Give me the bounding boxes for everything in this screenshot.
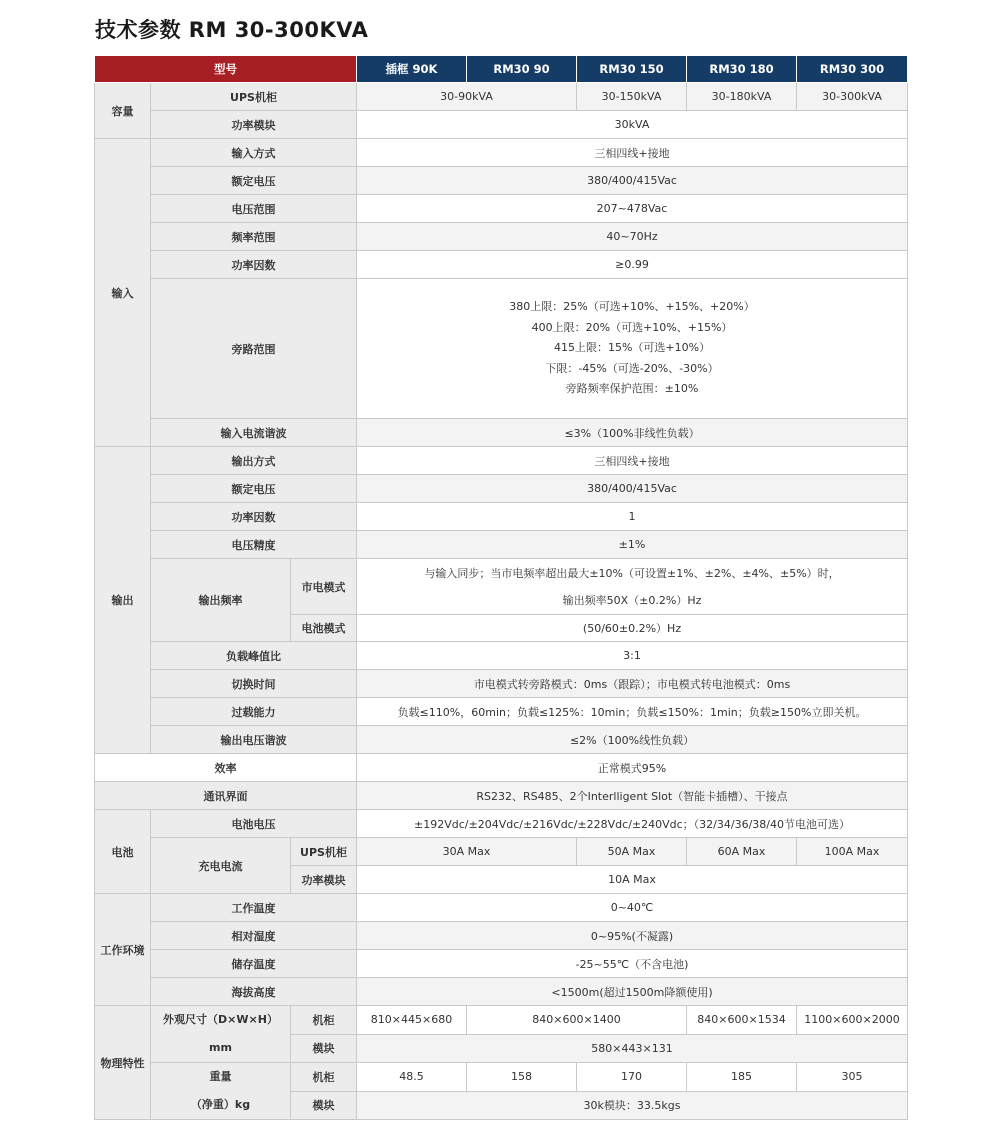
row-label: 电压精度 [151,531,357,559]
table-cell: 市电模式转旁路模式：0ms（跟踪）；市电模式转电池模式：0ms [357,670,908,698]
spec-table [94,55,908,1120]
table-cell: 三相四线+接地 [357,447,908,475]
table-row [95,559,908,615]
row-label: 功率模块 [151,111,357,139]
row-label: 效率 [95,754,357,782]
row-label: 旁路范围 [151,279,357,419]
row-label: 通讯界面 [95,782,357,810]
text-line: 与输入同步；当市电频率超出最大±10%（可设置±1%、±2%、±4%、±5%）时， [424,566,840,580]
sub-label: 机柜 [291,1006,357,1035]
table-cell: 0~40℃ [357,894,908,922]
row-label: 过载能力 [151,698,357,726]
row-label: 电池电压 [151,810,357,838]
table-cell: 60A Max [687,838,797,866]
group-label-physical: 物理特性 [95,1006,151,1120]
table-cell: 50A Max [577,838,687,866]
table-row [95,978,908,1006]
table-cell: 380/400/415Vac [357,167,908,195]
table-row [95,447,908,475]
row-label: 充电电流 [151,838,291,894]
table-cell: (50/60±0.2%）Hz [357,615,908,642]
bypass-range-cell [357,279,908,419]
table-row [95,279,908,419]
table-cell: ≥0.99 [357,251,908,279]
table-row [95,1006,908,1035]
table-row [95,419,908,447]
table-cell: 185 [687,1063,797,1092]
table-row [95,782,908,810]
table-row [95,894,908,922]
group-label-environment: 工作环境 [95,894,151,1006]
row-label: UPS机柜 [151,83,357,111]
text-line: 380上限：25%（可选+10%、+15%、+20%） [509,300,755,314]
table-cell: 正常模式95% [357,754,908,782]
table-cell: ±192Vdc/±204Vdc/±216Vdc/±228Vdc/±240Vdc；（32/34/36/38/40节电池可选） [357,810,908,838]
table-row [95,726,908,754]
table-cell: 30k模块：33.5kgs [357,1091,908,1120]
table-cell: 30-300kVA [797,83,908,111]
model-header: 型号 [95,56,357,83]
sub-label: 机柜 [291,1063,357,1092]
table-row [95,475,908,503]
table-cell: 170 [577,1063,687,1092]
text-line: 415上限：15%（可选+10%） [553,341,711,355]
row-label: 电压范围 [151,195,357,223]
table-row [95,950,908,978]
table-cell: 840×600×1400 [467,1006,687,1035]
table-cell: 40~70Hz [357,223,908,251]
text-line: 下限：-45%（可选-20%、-30%） [545,361,719,375]
table-cell: -25~55℃（不含电池) [357,950,908,978]
table-cell: RS232、RS485、2个Interlligent Slot（智能卡插槽）、干接点 [357,782,908,810]
row-label: 功率因数 [151,503,357,531]
table-row [95,670,908,698]
table-cell: 三相四线+接地 [357,139,908,167]
table-cell: 30kVA [357,111,908,139]
group-label-capacity: 容量 [95,83,151,139]
mains-frequency-cell [357,559,908,615]
table-cell: <1500m(超过1500m降额使用) [357,978,908,1006]
row-label: 工作温度 [151,894,357,922]
text-line: 重量 [209,1070,232,1083]
table-row [95,167,908,195]
table-cell: 负载≤110%，60min；负载≤125%：10min；负载≤150%：1min；负载≥150%立即关机。 [357,698,908,726]
row-label: 负载峰值比 [151,642,357,670]
page-title: 技术参数 RM 30-300KVA [95,18,369,42]
column-header: RM30 180 [687,56,797,83]
table-cell: 810×445×680 [357,1006,467,1035]
column-header: RM30 90 [467,56,577,83]
table-cell: ≤2%（100%线性负载） [357,726,908,754]
column-header: 插框 90K [357,56,467,83]
sub-label: 模块 [291,1091,357,1120]
sub-label: 市电模式 [291,559,357,615]
text-line: 外观尺寸（D×W×H） [163,1013,278,1026]
row-label: 切换时间 [151,670,357,698]
table-row [95,754,908,782]
text-line: mm [209,1041,232,1054]
header-row [95,56,908,83]
sub-label: UPS机柜 [291,838,357,866]
table-row [95,195,908,223]
table-cell: ±1% [357,531,908,559]
table-row [95,810,908,838]
group-label-output: 输出 [95,447,151,754]
table-row [95,642,908,670]
text-line: 400上限：20%（可选+10%、+15%） [531,320,733,334]
table-cell: 1 [357,503,908,531]
column-header: RM30 150 [577,56,687,83]
table-cell: 0~95%(不凝露) [357,922,908,950]
group-label-battery: 电池 [95,810,151,894]
row-label: 海拔高度 [151,978,357,1006]
row-label: 额定电压 [151,167,357,195]
table-cell: ≤3%（100%非线性负载） [357,419,908,447]
table-row [95,111,908,139]
table-cell: 158 [467,1063,577,1092]
group-label-input: 输入 [95,139,151,447]
table-cell: 580×443×131 [357,1034,908,1063]
table-row [95,698,908,726]
table-cell: 305 [797,1063,908,1092]
row-label: 储存温度 [151,950,357,978]
table-cell: 207~478Vac [357,195,908,223]
table-cell: 30-180kVA [687,83,797,111]
table-row [95,139,908,167]
row-label-weight [151,1063,291,1120]
table-row [95,223,908,251]
table-row [95,83,908,111]
table-cell: 30A Max [357,838,577,866]
table-cell: 1100×600×2000 [797,1006,908,1035]
table-cell: 100A Max [797,838,908,866]
row-label: 输出频率 [151,559,291,642]
row-label: 输出电压谐波 [151,726,357,754]
table-row [95,922,908,950]
sub-label: 功率模块 [291,866,357,894]
table-cell: 3:1 [357,642,908,670]
column-header: RM30 300 [797,56,908,83]
table-cell: 30-150kVA [577,83,687,111]
row-label: 输出方式 [151,447,357,475]
table-row [95,838,908,866]
text-line: 旁路频率保护范围：±10% [565,382,699,396]
text-line: 输出频率50X（±0.2%）Hz [562,593,702,607]
row-label: 额定电压 [151,475,357,503]
sub-label: 模块 [291,1034,357,1063]
text-line: （净重）kg [190,1098,251,1111]
table-cell: 48.5 [357,1063,467,1092]
row-label-dimensions [151,1006,291,1063]
table-row [95,531,908,559]
table-cell: 380/400/415Vac [357,475,908,503]
row-label: 输入方式 [151,139,357,167]
table-row [95,503,908,531]
row-label: 输入电流谐波 [151,419,357,447]
row-label: 功率因数 [151,251,357,279]
table-row [95,251,908,279]
table-cell: 10A Max [357,866,908,894]
row-label: 频率范围 [151,223,357,251]
sub-label: 电池模式 [291,615,357,642]
table-cell: 840×600×1534 [687,1006,797,1035]
table-cell: 30-90kVA [357,83,577,111]
table-row [95,1063,908,1092]
row-label: 相对湿度 [151,922,357,950]
